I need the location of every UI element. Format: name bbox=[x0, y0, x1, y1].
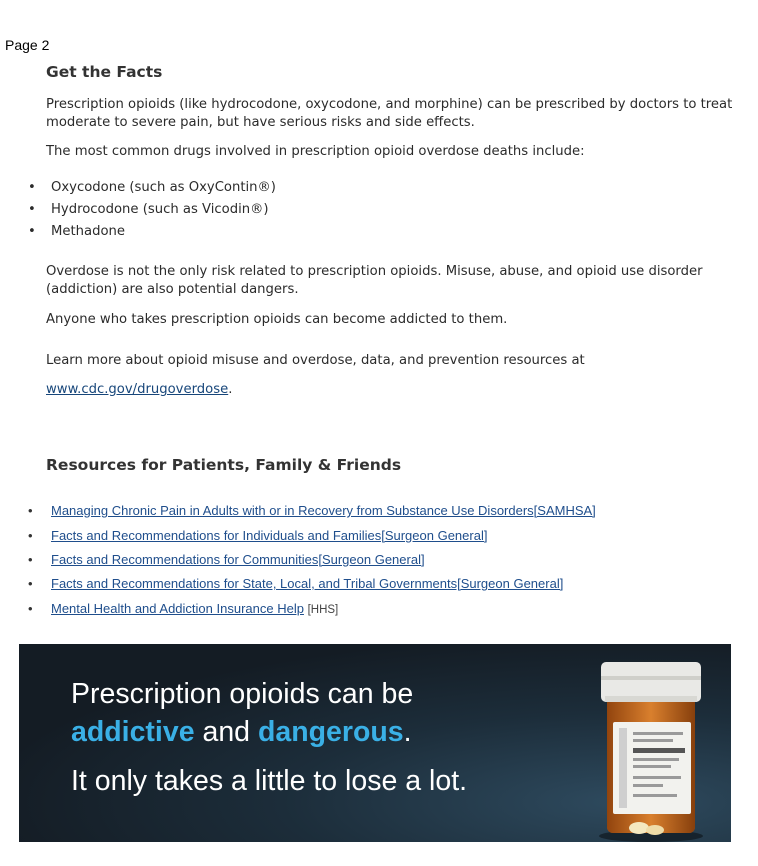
facts-heading: Get the Facts bbox=[46, 63, 163, 81]
resource-link-samhsa[interactable]: Managing Chronic Pain in Adults with or in Recovery from Substance Use Disorders[SAMHSA] bbox=[51, 503, 596, 518]
addiction-text: Anyone who takes prescription opioids can become addicted to them. bbox=[46, 312, 508, 327]
page-number: Page 2 bbox=[5, 37, 50, 53]
banner-and: and bbox=[194, 716, 258, 748]
bullet: • bbox=[28, 202, 36, 217]
drug-name: Oxycodone (such as OxyContin®) bbox=[51, 180, 276, 195]
cdc-drugoverdose-link[interactable]: www.cdc.gov/drugoverdose bbox=[46, 382, 229, 397]
resource-link-insurance[interactable]: Mental Health and Addiction Insurance Help bbox=[51, 601, 304, 616]
bullet: • bbox=[28, 601, 33, 616]
banner-line-1: Prescription opioids can be bbox=[71, 678, 414, 710]
resource-link-communities[interactable]: Facts and Recommendations for Communities[Surgeon General] bbox=[51, 552, 425, 567]
risk-text: Overdose is not the only risk related to prescription opioids. Misuse, abuse, and opioid use disorder (addiction) are also potential dangers. bbox=[46, 264, 703, 297]
bullet: • bbox=[28, 576, 33, 591]
banner-line-2 bbox=[71, 716, 412, 749]
resources-heading: Resources for Patients, Family & Friends bbox=[46, 456, 402, 474]
bullet: • bbox=[28, 528, 33, 543]
pill-bottle-icon bbox=[589, 652, 719, 842]
opioid-warning-banner bbox=[19, 644, 731, 842]
drug-name: Hydrocodone (such as Vicodin®) bbox=[51, 202, 269, 217]
banner-dangerous: dangerous bbox=[257, 716, 404, 748]
resource-link-individuals[interactable]: Facts and Recommendations for Individuals and Families[Surgeon General] bbox=[51, 528, 488, 543]
learn-more-text: Learn more about opioid misuse and overdose, data, and prevention resources at bbox=[46, 353, 585, 368]
resource-source: [HHS] bbox=[307, 604, 339, 616]
drug-name: Methadone bbox=[51, 224, 126, 239]
bullet: • bbox=[28, 503, 33, 518]
banner-period: . bbox=[403, 716, 412, 748]
bullet: • bbox=[28, 180, 36, 195]
bullet: • bbox=[28, 224, 36, 239]
banner-addictive: addictive bbox=[71, 716, 195, 748]
resource-link-governments[interactable]: Facts and Recommendations for State, Local, and Tribal Governments[Surgeon General] bbox=[51, 576, 564, 591]
cdc-link-line bbox=[46, 381, 736, 399]
banner-line-3: It only takes a little to lose a lot. bbox=[71, 765, 468, 797]
period: . bbox=[228, 382, 233, 397]
bullet: • bbox=[28, 552, 33, 567]
facts-intro: Prescription opioids (like hydrocodone, oxycodone, and morphine) can be prescribed by doctors to treat moderate to severe pain, but have serious risks and side effects. bbox=[46, 97, 733, 130]
common-drugs-lead: The most common drugs involved in prescription opioid overdose deaths include: bbox=[46, 144, 585, 159]
